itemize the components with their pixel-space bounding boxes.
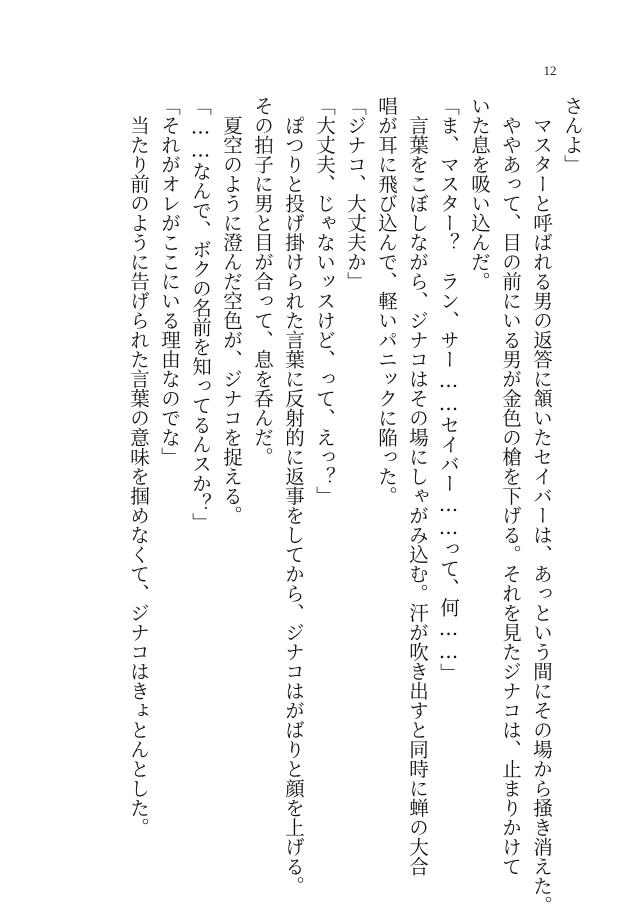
text-line: ややあって、目の前にいる男が金色の槍を下げる。それを見たジナコは、止まりかけて xyxy=(499,96,522,876)
text-line: 「大丈夫、じゃないッスけど、って、えっ？」 xyxy=(313,96,336,506)
body-text xyxy=(127,96,584,915)
text-line: 当たり前のように告げられた言葉の意味を掴めなくて、ジナコはきょとんとした。 xyxy=(127,96,150,837)
text-line: さんよ」 xyxy=(561,96,584,174)
text-line: 言葉をこぼしながら、ジナコはその場にしゃがみ込む。汗が吹き出すと同時に蝉の大合 xyxy=(406,96,429,876)
text-line: 「それがオレがここにいる理由なのでな」 xyxy=(158,96,181,467)
text-line: 「ジナコ、大丈夫か」 xyxy=(344,96,367,291)
text-line: その拍子に男と目が合って、息を呑んだ。 xyxy=(251,96,274,467)
text-line: いた息を吸い込んだ。 xyxy=(468,96,491,291)
text-line: マスターと呼ばれる男の返答に頷いたセイバーは、あっという間にその場から掻き消えた。 xyxy=(530,96,553,915)
text-line: 夏空のように澄んだ空色が、ジナコを捉える。 xyxy=(220,96,243,525)
page-number: 12 xyxy=(543,63,557,78)
text-line: ぽつりと投げ掛けられた言葉に反射的に返事をしてから、ジナコはがばりと顔を上げる。 xyxy=(282,96,305,896)
text-line: 「……なんで、ボクの名前を知ってるんスか？」 xyxy=(189,96,212,532)
text-line: 「ま、マスター？ ラン、サー……セイバー……って、何……」 xyxy=(437,96,460,683)
text-line: 唱が耳に飛び込んで、軽いパニックに陥った。 xyxy=(375,96,398,506)
